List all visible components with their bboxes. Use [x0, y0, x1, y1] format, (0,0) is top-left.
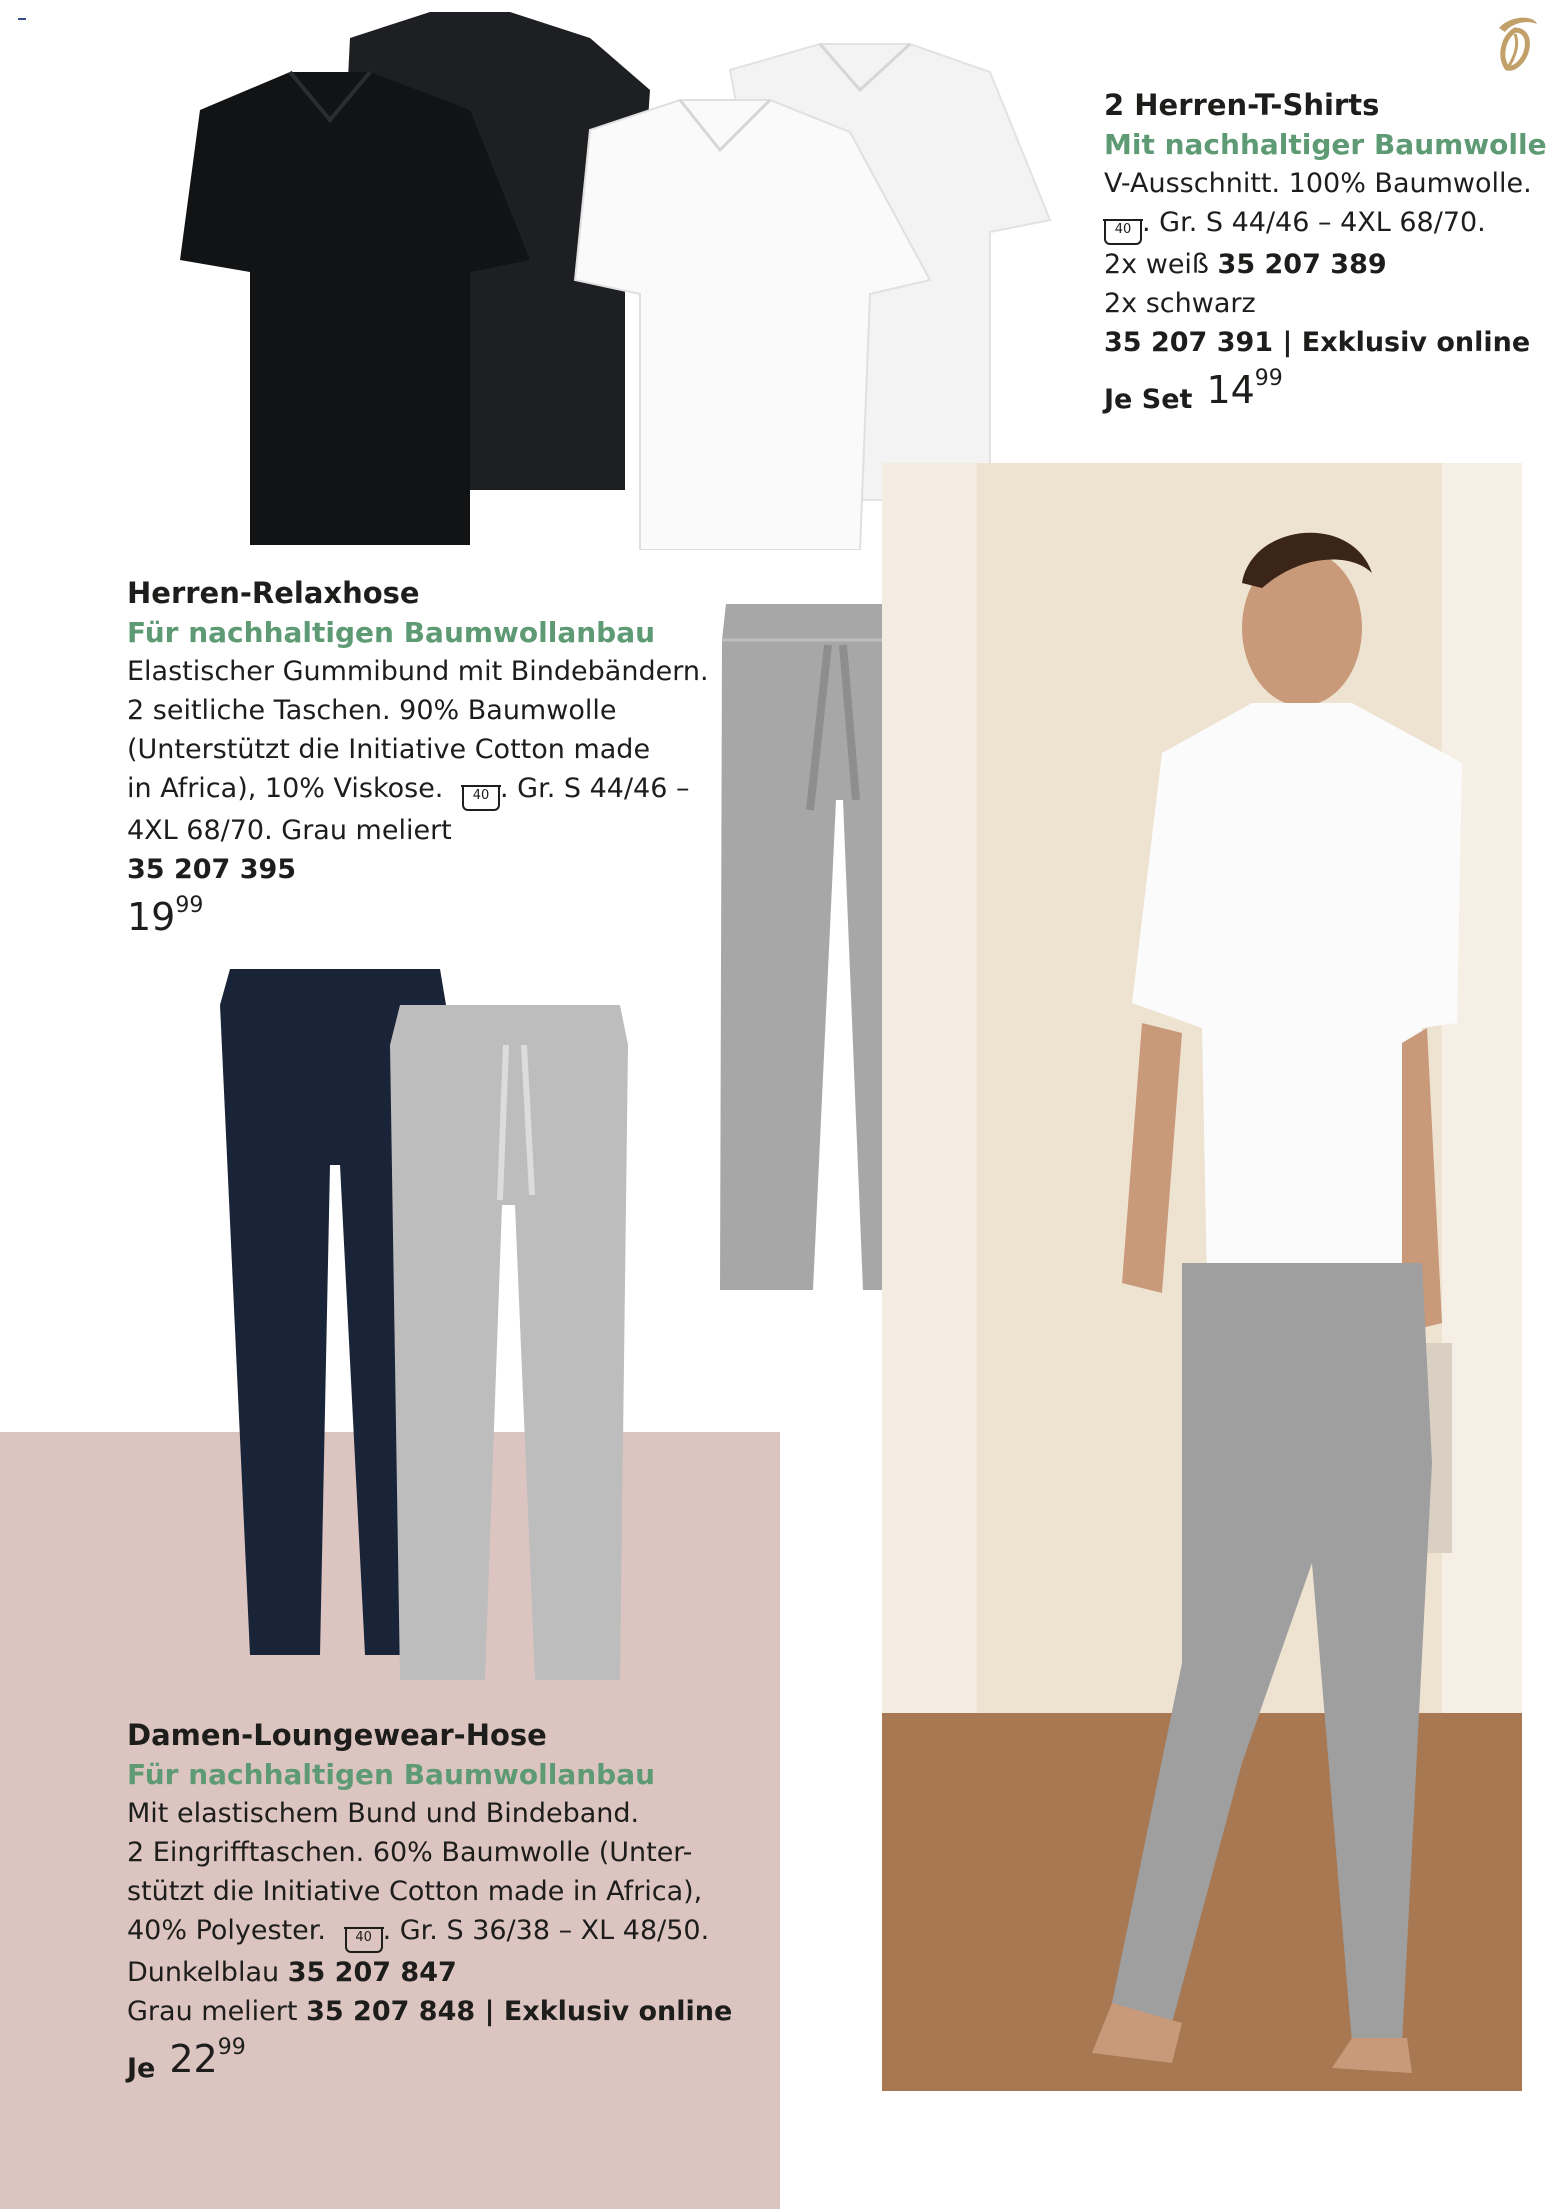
price	[1104, 366, 1544, 424]
product-details: Mit elastischem Bund und Bindeband.	[127, 1798, 640, 1829]
size-info: . Gr. S 36/38 – XL 48/50.	[382, 1915, 710, 1946]
variant-label: 2x schwarz	[1104, 288, 1256, 319]
product-details: V-Ausschnitt. 100% Baumwolle.	[1104, 168, 1532, 199]
product-details: in Africa), 10% Viskose.	[127, 773, 444, 804]
price	[127, 2035, 767, 2093]
article-number: 35 207 848 | Exklusiv online	[306, 1996, 733, 2027]
size-info: . Gr. S 44/46 –	[500, 773, 690, 804]
product-details: Elastischer Gummibund mit Bindebändern.	[127, 656, 709, 687]
wash-40-icon: 40	[1104, 219, 1142, 245]
model-photo	[882, 463, 1522, 2091]
price-label: Je	[127, 2053, 156, 2084]
wash-40-icon: 40	[345, 1927, 383, 1953]
page-marker	[18, 18, 26, 20]
product-details: 40% Polyester.	[127, 1915, 326, 1946]
damen-description	[127, 1716, 767, 2093]
product-details: stützt die Initiative Cotton made in Africa),	[127, 1876, 703, 1907]
product-details: (Unterstützt die Initiative Cotton made	[127, 734, 651, 765]
price-main: 22	[169, 2037, 218, 2081]
price-main: 19	[127, 895, 176, 939]
product-details: 4XL 68/70. Grau meliert	[127, 815, 452, 846]
price-cents: 99	[175, 893, 204, 918]
article-number: 35 207 389	[1217, 249, 1387, 280]
product-title: Damen-Loungewear-Hose	[127, 1718, 547, 1752]
product-subtitle: Mit nachhaltiger Baumwolle	[1104, 128, 1547, 161]
product-subtitle: Für nachhaltigen Baumwollanbau	[127, 616, 656, 649]
article-number: 35 207 847	[287, 1957, 457, 1988]
product-details: 2 seitliche Taschen. 90% Baumwolle	[127, 695, 617, 726]
tchibo-logo-icon	[1485, 10, 1545, 74]
tshirts-description	[1104, 86, 1547, 424]
product-subtitle: Für nachhaltigen Baumwollanbau	[127, 1758, 656, 1791]
price-main: 14	[1206, 368, 1255, 412]
price-cents: 99	[217, 2035, 246, 2060]
price	[127, 893, 707, 941]
article-number: 35 207 395	[127, 854, 297, 885]
article-number: 35 207 391 | Exklusiv online	[1104, 327, 1531, 358]
product-details: 2 Eingrifftaschen. 60% Baumwolle (Unter-	[127, 1837, 693, 1868]
damen-product-image	[210, 965, 630, 1685]
price-label: Je Set	[1104, 384, 1193, 415]
wash-40-icon: 40	[462, 785, 500, 811]
variant-label: Dunkelblau	[127, 1957, 280, 1988]
product-title: 2 Herren-T-Shirts	[1104, 88, 1380, 122]
product-title: Herren-Relaxhose	[127, 576, 420, 610]
price-cents: 99	[1254, 366, 1283, 391]
variant-label: Grau meliert	[127, 1996, 298, 2027]
variant-label: 2x weiß	[1104, 249, 1209, 280]
size-info: . Gr. S 44/46 – 4XL 68/70.	[1142, 207, 1486, 238]
relaxhose-description	[127, 574, 707, 941]
